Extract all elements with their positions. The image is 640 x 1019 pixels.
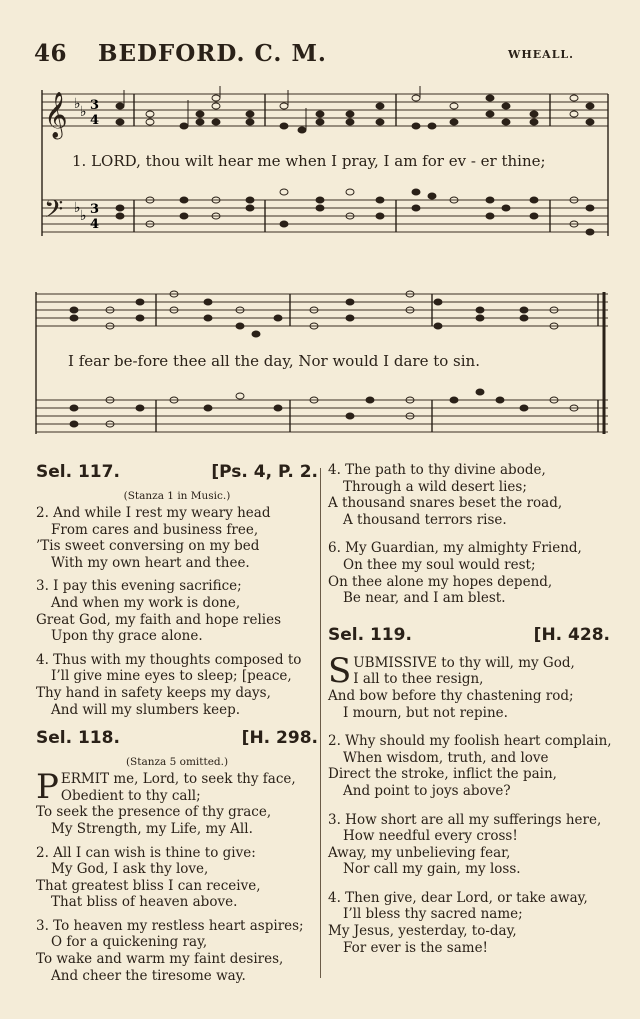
- verse-line: From cares and business free,: [51, 521, 259, 538]
- verse-line: I’ll bless thy sacred name;: [343, 906, 523, 923]
- verse-line: Nor call my gain, my loss.: [343, 861, 521, 878]
- sel-117-heading: [36, 462, 318, 488]
- right-column: [328, 462, 610, 963]
- verse-line: 2. All I can wish is thine to give:: [36, 844, 256, 861]
- sel-117-number: Sel. 117.: [36, 462, 120, 482]
- verse-line: When wisdom, truth, and love: [343, 749, 549, 766]
- verse-line: Upon thy grace alone.: [51, 628, 203, 645]
- sel-117-stanza-6: [328, 540, 610, 606]
- verse-line: My Jesus, yesterday, to-day,: [328, 923, 517, 940]
- verse-line: 2. And while I rest my weary head: [36, 505, 271, 521]
- verse-line: For ever is the same!: [343, 939, 488, 956]
- verse-line: Thy hand in safety keeps my days,: [36, 684, 271, 701]
- lyrics-line-2: I fear be-fore thee all the day, Nor would I dare to sin.: [68, 352, 480, 370]
- verse-line: 3. How short are all my sufferings here,: [328, 811, 602, 828]
- svg-text:3: 3: [90, 202, 100, 217]
- svg-text:4: 4: [90, 113, 100, 128]
- music-system-1: [34, 86, 610, 242]
- sel-119-stanza-1: [328, 650, 610, 721]
- verse-line: My God, I ask thy love,: [51, 861, 209, 878]
- verse-line: 2. Why should my foolish heart complain,: [328, 733, 612, 750]
- sel-118-number: Sel. 118.: [36, 728, 120, 749]
- sel-119-heading: [328, 625, 610, 651]
- sel-119-stanza-4: [328, 890, 610, 956]
- verse-line: How needful every cross!: [343, 828, 518, 845]
- tune-title: BEDFORD. C. M.: [98, 40, 327, 67]
- verse-line: Be near, and I am blest.: [343, 590, 506, 607]
- sel-117-stanza-2: [36, 505, 318, 571]
- sel-119-stanza-2: [328, 733, 610, 799]
- verse-line: I’ll give mine eyes to sleep; [peace,: [51, 668, 292, 685]
- sel-117-stanza-3: [36, 578, 318, 644]
- verse-line: And point to joys above?: [343, 782, 511, 799]
- verse-line: With my own heart and thee.: [51, 554, 250, 571]
- svg-text:♭: ♭: [74, 200, 81, 216]
- sel-119-reference: [H. 428.: [533, 624, 610, 645]
- column-divider: [320, 468, 321, 978]
- verse-line: me, Lord, to seek thy face,: [109, 771, 296, 788]
- verse-line: That bliss of heaven above.: [51, 894, 238, 911]
- verse-line: And bow before thy chastening rod;: [328, 687, 574, 704]
- verse-line: A thousand terrors rise.: [343, 511, 507, 528]
- verse-line: I all to thee resign,: [353, 671, 484, 688]
- verse-line: I mourn, but not repine.: [343, 704, 508, 721]
- verse-line: 3. I pay this evening sacrifice;: [36, 578, 242, 595]
- svg-text:3: 3: [90, 98, 100, 113]
- verse-line: A thousand snares beset the road,: [328, 495, 563, 512]
- verse-line: To seek the presence of thy grace,: [36, 804, 272, 821]
- sel-117-note: (Stanza 1 in Music.): [123, 490, 231, 502]
- verse-line: My Strength, my Life, my All.: [51, 820, 253, 837]
- sel-117-stanza-4: [36, 652, 318, 718]
- verse-line: 4. Then give, dear Lord, or take away,: [328, 889, 588, 906]
- verse-line: Through a wild desert lies;: [343, 478, 527, 495]
- sel-118-note: (Stanza 5 omitted.): [125, 756, 229, 769]
- left-column: [36, 462, 318, 991]
- verse-line: On thee my soul would rest;: [343, 556, 536, 573]
- drop-cap: P: [36, 767, 59, 808]
- music-system-2: [34, 282, 610, 438]
- verse-line: On thee alone my hopes depend,: [328, 573, 553, 590]
- verse-line: And when my work is done,: [51, 594, 241, 611]
- sel-118-stanza-3: [36, 918, 318, 984]
- first-word: ERMIT: [60, 771, 110, 788]
- svg-text:♭: ♭: [80, 208, 87, 224]
- sel-117-stanza-4b: [328, 462, 610, 528]
- sel-118-heading: [36, 728, 318, 754]
- sel-118-reference: [H. 298.: [241, 728, 318, 749]
- drop-cap: S: [328, 650, 352, 691]
- verse-line: 4. The path to thy divine abode,: [328, 462, 546, 478]
- verse-line: Obedient to thy call;: [60, 787, 201, 804]
- verse-line: To wake and warm my faint desires,: [36, 951, 284, 968]
- sel-119-stanza-3: [328, 812, 610, 878]
- verse-line: And will my slumbers keep.: [51, 701, 241, 718]
- verse-line: Great God, my faith and hope relies: [36, 611, 282, 628]
- verse-line: 4. Thus with my thoughts composed to: [36, 651, 302, 668]
- first-word: UBMISSIVE: [353, 654, 437, 671]
- verse-line: O for a quickening ray,: [51, 934, 208, 951]
- svg-text:♭: ♭: [74, 96, 81, 112]
- verse-line: That greatest bliss I can receive,: [36, 877, 261, 894]
- verse-line: to thy will, my God,: [436, 654, 575, 671]
- verse-line: Direct the stroke, inflict the pain,: [328, 766, 557, 783]
- sel-118-stanza-2: [36, 845, 318, 911]
- verse-line: And cheer the tiresome way.: [51, 967, 246, 984]
- verse-line: ’Tis sweet conversing on my bed: [36, 538, 260, 555]
- svg-text:4: 4: [90, 217, 100, 232]
- sel-119-number: Sel. 119.: [328, 624, 412, 645]
- svg-text:♭: ♭: [80, 104, 87, 120]
- composer-name: WHEALL.: [508, 48, 574, 61]
- sel-117-reference: [Ps. 4, P. 2.: [211, 462, 318, 482]
- verse-line: 3. To heaven my restless heart aspires;: [36, 917, 304, 934]
- verse-line: 6. My Guardian, my almighty Friend,: [328, 540, 582, 557]
- svg-text:𝄞: 𝄞: [44, 92, 68, 138]
- verse-line: Away, my unbelieving fear,: [328, 844, 511, 861]
- lyrics-line-1: 1. LORD, thou wilt hear me when I pray, I am for ev - er thine;: [72, 152, 546, 170]
- sel-118-stanza-1: [36, 767, 318, 837]
- svg-text:𝄢: 𝄢: [44, 195, 64, 230]
- page-number: 46: [34, 40, 68, 67]
